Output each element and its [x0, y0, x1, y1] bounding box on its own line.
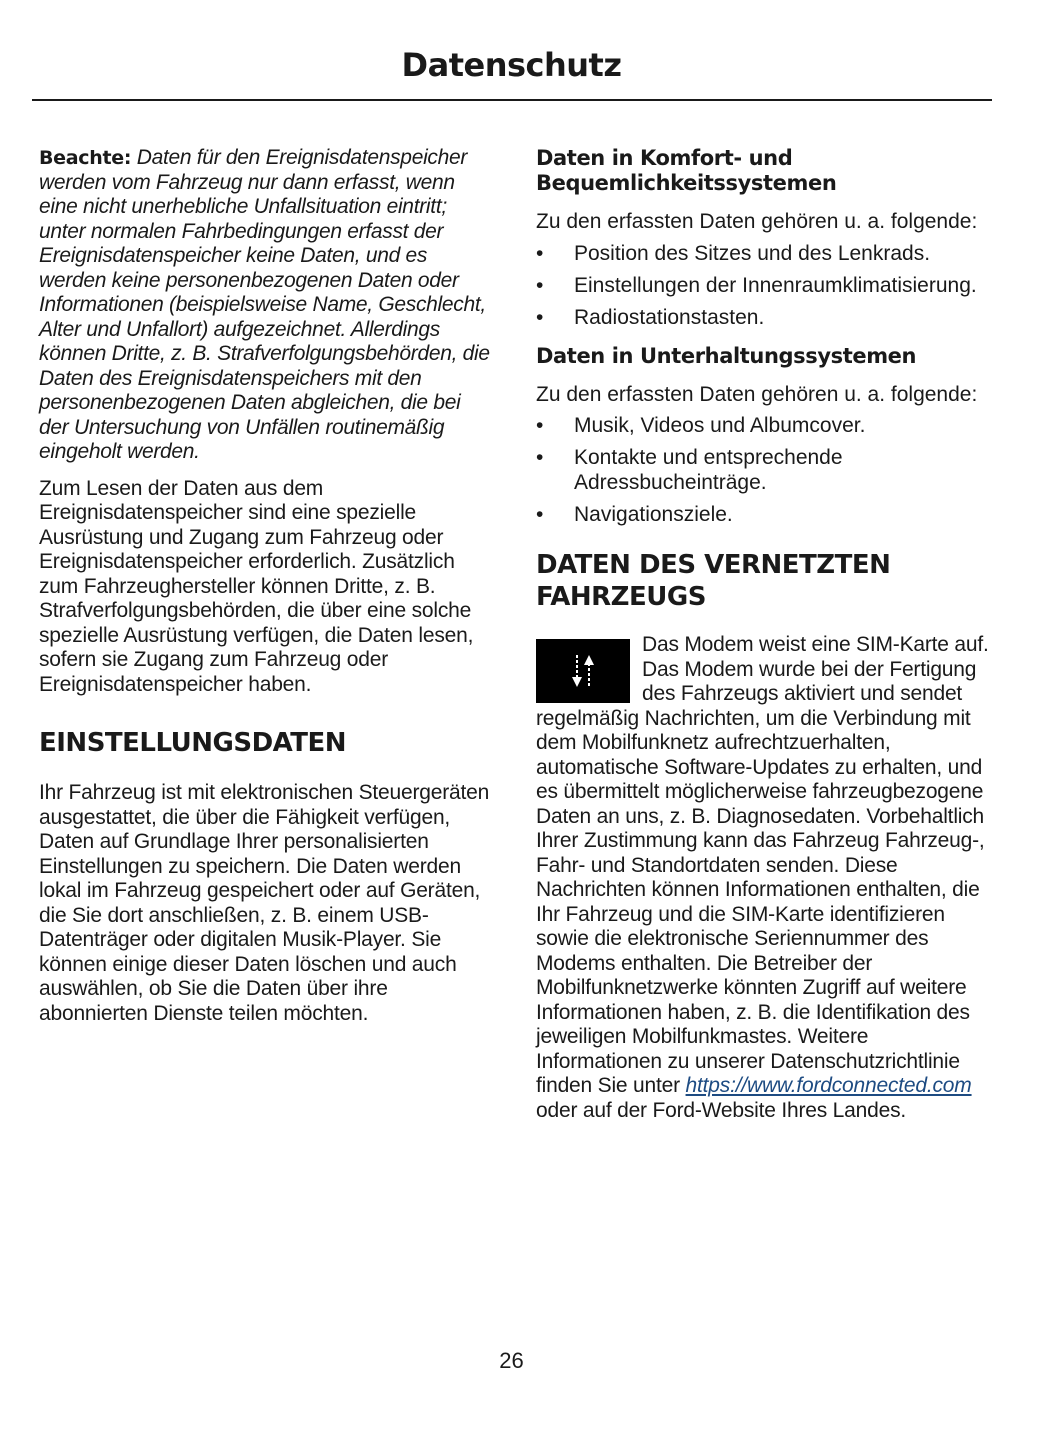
bullet-icon: •: [536, 414, 544, 437]
bullet-icon: •: [536, 273, 544, 297]
title-divider: [32, 99, 992, 101]
connected-paragraph: Das Modem weist eine SIM-Karte auf. Das Modem wurde bei der Fertigung des Fahrzeugs aktiviert und sendet regelmäßig Nachrichten, um die Verbindung mit dem Mobilfunknetz aufrechtzuerhalten, automatische Software-Updates zu erhalten, und es übermittelt möglicherweise fahrzeugbezogene Daten an uns, z. B. Diagnosedaten. Vorbehaltlich Ihrer Zustimmung kann das Fahrzeug Fahrzeug-, Fahr- und Standortdaten senden. Diese Nachrichten können Informationen enthalten, die Ihr Fahrzeug und die SIM-Karte identifizieren sowie die elektronische Seriennummer des Modems enthalten. Die Betreiber der Mobilfunknetzwerke könnten Zugriff auf weitere Informationen haben, z. B. die Identifikation des jeweiligen Mobilfunkmastes. Weitere Informationen zu unserer Datenschutzrichtlinie finden Sie unter https://www.fordconnected.com oder auf der Ford-Website Ihres Landes.: [536, 633, 989, 1122]
bullet-icon: •: [536, 446, 544, 469]
page-title: Datenschutz: [401, 46, 622, 84]
page-number: 26: [499, 1348, 524, 1373]
settings-paragraph: Ihr Fahrzeug ist mit elektronischen Steuergeräten ausgestattet, die über die Fähigkeit verfügen, Daten auf Grundlage Ihrer personalisierten Einstellungen zu speichern. Die Daten werden lokal im Fahrzeug gespeichert oder auf Geräten, die Sie dort anschließen, z. B. einem USB-Datenträger oder digitalen Musik-Player. Sie können einige dieser Daten löschen und auch auswählen, ob Sie die Daten über ihre abonnierten Dienste teilen möchten.: [39, 781, 490, 1025]
comfort-list: [536, 241, 991, 330]
comfort-intro: Zu den erfassten Daten gehören u. a. folgende:: [536, 210, 978, 233]
note-label: Beachte:: [39, 147, 132, 169]
list-item: • Einstellungen der Innenraumklimatisierung.: [536, 273, 977, 297]
list-item: • Kontakte und entsprechende Adressbucheinträge.: [536, 446, 843, 494]
list-item: • Position des Sitzes und des Lenkrads.: [536, 241, 931, 265]
data-transfer-arrows-icon: [536, 639, 630, 703]
list-item: • Navigationsziele.: [536, 503, 733, 526]
bullet-icon: •: [536, 305, 544, 329]
left-column: [39, 146, 494, 1026]
note-text: Daten für den Ereignisdatenspeicher werden vom Fahrzeug nur dann erfasst, wenn eine nicht unerhebliche Unfallsituation eintritt; unter normalen Fahrbedingungen erfasst der Ereignisdatenspeicher keine Daten, und es werden keine personenbezogenen Daten oder Informationen (beispielsweise Name, Geschlecht, Alter und Unfallort) aufgezeichnet. Allerdings können Dritte, z. B. Strafverfolgungsbehörden, die Daten des Ereignisdatenspeichers mit den personenbezogenen Daten abgleichen, die bei der Untersuchung von Unfällen routinemäßig eingeholt werden.: [39, 146, 490, 463]
settings-heading: EINSTELLUNGSDATEN: [39, 728, 347, 758]
note-paragraph: [39, 146, 494, 465]
comfort-heading: Daten in Komfort- und Bequemlichkeitssystemen: [536, 146, 837, 195]
list-item: • Musik, Videos und Albumcover.: [536, 414, 866, 437]
entertainment-list: [536, 413, 991, 527]
entertainment-heading: Daten in Unterhaltungssystemen: [536, 343, 917, 368]
reading-paragraph: Zum Lesen der Daten aus dem Ereignisdatenspeicher sind eine spezielle Ausrüstung und Zugang zum Fahrzeug oder Ereignisdatenspeicher erforderlich. Zusätzlich zum Fahrzeughersteller können Dritte, z. B. Strafverfolgungsbehörden, die über eine solche spezielle Ausrüstung verfügen, die Daten lesen, sofern sie Zugang zum Fahrzeug oder Ereignisdatenspeicher haben.: [39, 476, 474, 696]
connected-section: [536, 633, 991, 1123]
entertainment-intro: Zu den erfassten Daten gehören u. a. folgende:: [536, 382, 978, 406]
list-item: • Radiostationstasten.: [536, 305, 765, 329]
right-column: [536, 146, 991, 1123]
fordconnected-link[interactable]: https://www.fordconnected.com: [685, 1074, 972, 1097]
bullet-icon: •: [536, 241, 544, 265]
connected-heading: DATEN DES VERNETZTEN FAHRZEUGS: [536, 550, 891, 612]
bullet-icon: •: [536, 503, 544, 526]
